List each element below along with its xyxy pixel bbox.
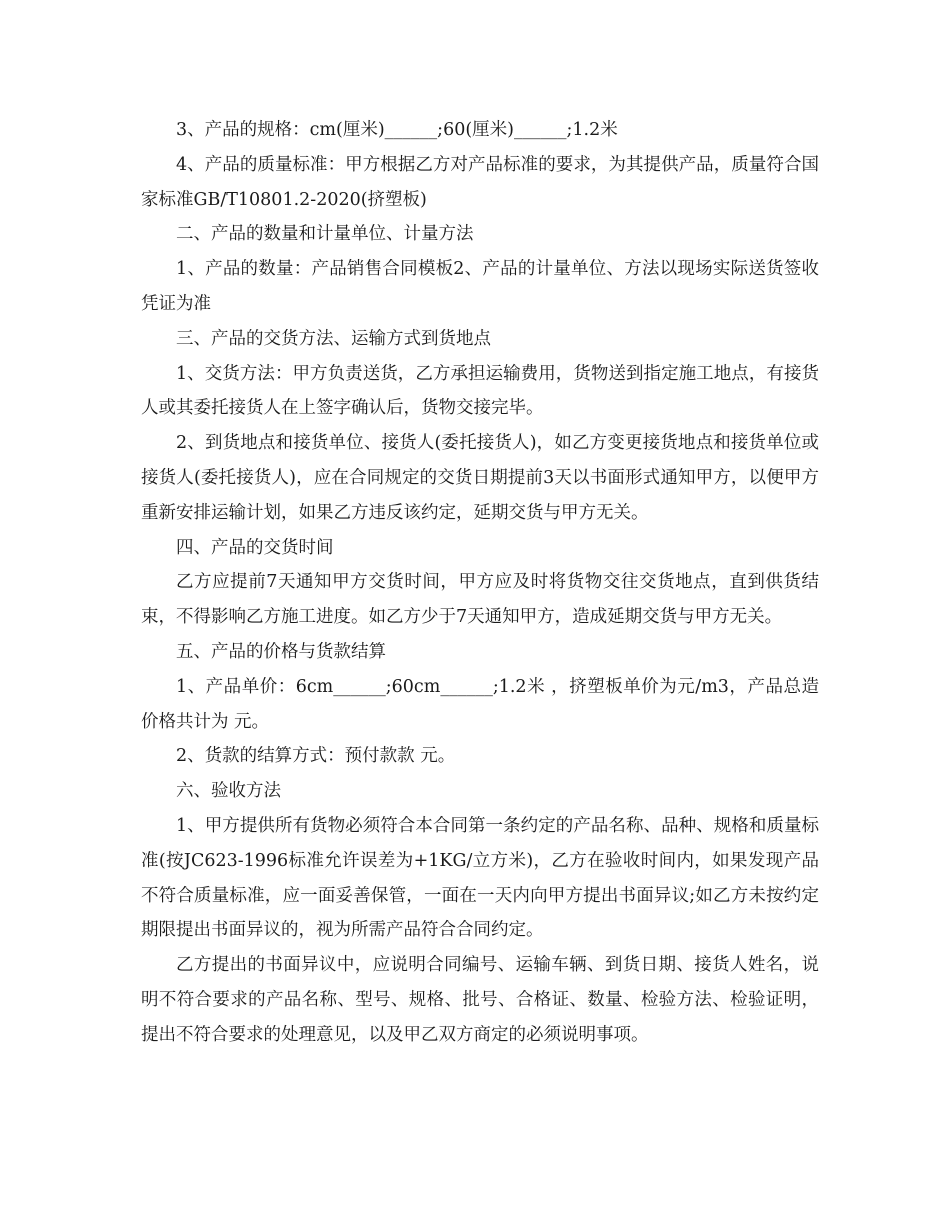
inspection-paragraph: 1、甲方提供所有货物必须符合本合同第一条约定的产品名称、品种、规格和质量标准(按JC623-1996标准允许误差为+1KG/立方米)，乙方在验收时间内，如果发现产品不符合质量标准，应一面妥善保管，一面在一天内向甲方提出书面异议;如乙方未按约定期限提出书面异议的，视为所需产品符合合同约定。 bbox=[141, 815, 819, 941]
spec-paragraph: 3、产品的规格：cm(厘米)______;60(厘米)______;1.2米 bbox=[176, 120, 618, 140]
quantity-paragraph: 1、产品的数量：产品销售合同模板2、产品的计量单位、方法以现场实际送货签收凭证为准 bbox=[141, 259, 819, 314]
objection-paragraph: 乙方提出的书面异议中，应说明合同编号、运输车辆、到货日期、接货人姓名，说明不符合要求的产品名称、型号、规格、批号、合格证、数量、检验方法、检验证明，提出不符合要求的处理意见，以及甲乙双方商定的必须说明事项。 bbox=[141, 955, 819, 1045]
unit-price-paragraph: 1、产品单价：6cm______;60cm______;1.2米 ，挤塑板单价为元/m3，产品总造价格共计为 元。 bbox=[141, 676, 819, 732]
section-heading-price: 五、产品的价格与货款结算 bbox=[176, 641, 386, 662]
payment-method-paragraph: 2、货款的结算方式：预付款款 元。 bbox=[176, 746, 456, 767]
delivery-time-paragraph: 乙方应提前7天通知甲方交货时间，甲方应及时将货物交往交货地点，直到供货结束，不得影响乙方施工进度。如乙方少于7天通知甲方，造成延期交货与甲方无关。 bbox=[141, 572, 819, 628]
section-heading-delivery: 三、产品的交货方法、运输方式到货地点 bbox=[176, 328, 491, 349]
section-heading-inspection: 六、验收方法 bbox=[176, 781, 281, 802]
document-body bbox=[141, 113, 819, 1053]
section-heading-delivery-time: 四、产品的交货时间 bbox=[176, 537, 334, 558]
section-heading-quantity: 二、产品的数量和计量单位、计量方法 bbox=[176, 224, 474, 245]
delivery-location-paragraph: 2、到货地点和接货单位、接货人(委托接货人)，如乙方变更接货地点和接货单位或接货人(委托接货人)，应在合同规定的交货日期提前3天以书面形式通知甲方，以便甲方重新安排运输计划，如果乙方违反该约定，延期交货与甲方无关。 bbox=[141, 433, 819, 523]
quality-standard-paragraph: 4、产品的质量标准：甲方根据乙方对产品标准的要求，为其提供产品，质量符合国家标准GB/T10801.2-2020(挤塑板) bbox=[141, 154, 819, 210]
delivery-method-paragraph: 1、交货方法：甲方负责送货，乙方承担运输费用，货物送到指定施工地点，有接货人或其委托接货人在上签字确认后，货物交接完毕。 bbox=[141, 363, 819, 419]
